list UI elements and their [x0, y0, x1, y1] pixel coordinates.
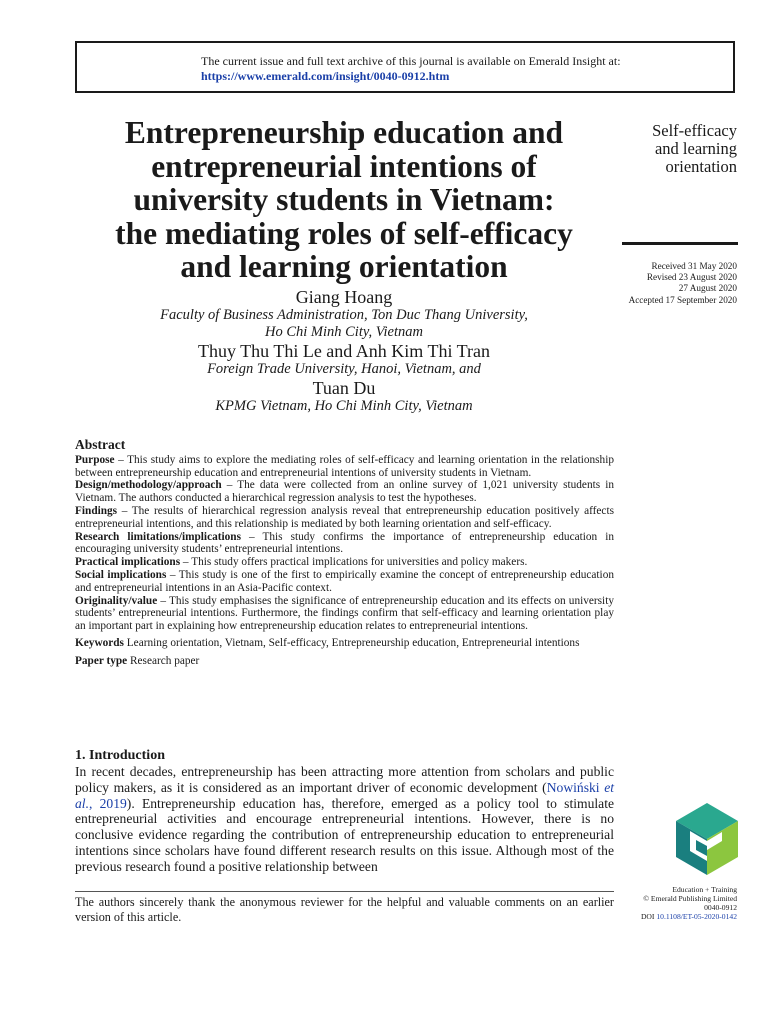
abstract-practical: [75, 556, 614, 569]
section-text: – This study aims to explore the mediating roles of self-efficacy and learning orientation in the relationship between entrepreneurship education and entrepreneurial intentions of university students in Vietnam.: [75, 453, 614, 479]
issn: 0040-0912: [704, 903, 737, 912]
running-title-line: orientation: [665, 157, 737, 176]
journal-name: Education + Training: [672, 885, 737, 894]
running-title: [607, 122, 737, 176]
section-text: – This study offers practical implications for universities and policy makers.: [180, 556, 528, 569]
author-affiliation: Foreign Trade University, Hanoi, Vietnam, and: [207, 361, 481, 377]
title-line: the mediating roles of self-efficacy: [115, 215, 573, 251]
section-text: – The results of hierarchical regression analysis reveal that entrepreneurship education positively affects entrepreneurial intentions, and this relationship is mediated by both learning orientation and self-efficacy.: [75, 504, 614, 530]
section-label: Purpose: [75, 453, 115, 466]
abstract-design: [75, 479, 614, 505]
abstract-social: [75, 569, 614, 595]
section-label: Originality/value: [75, 594, 158, 607]
section-text: – This study is one of the first to empirically examine the concept of entrepreneurship education and entrepreneurial intentions in an Asia-Pacific context.: [75, 568, 614, 594]
section-text: – The data were collected from an online survey of 1,021 university students in Vietnam. The authors conducted a hierarchical regression analysis to test the hypotheses.: [75, 479, 614, 505]
section-label: Practical implications: [75, 556, 181, 569]
section-text: – This study emphasises the significance of entrepreneurship education and its effects on university students’ entrepreneurial intentions. Furthermore, the findings confirm that self-efficacy and learning orientation play an important part in explaining how entrepreneurship education relates to entrepreneurial intentions.: [75, 594, 614, 633]
abstract-heading: Abstract: [75, 437, 126, 452]
running-title-line: Self-efficacy: [652, 121, 737, 140]
abstract: [75, 439, 614, 668]
footnote-divider: [75, 891, 614, 892]
author-block: [75, 287, 613, 415]
side-divider: [622, 242, 738, 245]
intro-paragraph: [75, 764, 614, 875]
section-label: Research limitations/implications: [75, 530, 241, 543]
doi-line: [577, 912, 737, 921]
abstract-originality: [75, 595, 614, 633]
publisher: © Emerald Publishing Limited: [643, 894, 737, 903]
doi-link[interactable]: 10.1108/ET-05-2020-0142: [656, 912, 737, 921]
journal-archive-link[interactable]: https://www.emerald.com/insight/0040-0912.htm: [201, 69, 450, 83]
notice-text: The current issue and full text archive of this journal is available on Emerald Insight at:: [201, 54, 621, 68]
received-date: Received 31 May 2020: [651, 261, 737, 271]
journal-notice-box: [75, 41, 735, 93]
abstract-findings: [75, 505, 614, 531]
paper-type-text: Research paper: [127, 654, 200, 667]
section-label: Findings: [75, 504, 118, 517]
author-name: Tuan Du: [312, 378, 376, 398]
cite-year: , 2019: [88, 795, 127, 811]
paper-type: [75, 655, 614, 668]
running-title-line: and learning: [654, 139, 737, 158]
author-affiliation: Ho Chi Minh City, Vietnam: [264, 324, 423, 340]
author-affiliation: KPMG Vietnam, Ho Chi Minh City, Vietnam: [215, 398, 473, 414]
author-affiliation: Faculty of Business Administration, Ton Duc Thang University,: [160, 307, 528, 323]
keywords-label: Keywords: [75, 636, 124, 649]
cite-author: Nowiński: [546, 779, 605, 795]
intro-text-start: In recent decades, entrepreneurship has been attracting more attention from scholars and public policy makers, as it is considered as an important driver of economic development (: [75, 764, 614, 795]
acknowledgement-footnote: The authors sincerely thank the anonymous reviewer for the helpful and valuable comments on an earlier version of this article.: [75, 895, 614, 924]
article-title: [75, 116, 613, 284]
section-label: Social implications: [75, 568, 167, 581]
notice-text-block: [201, 54, 621, 84]
introduction: [75, 747, 614, 875]
title-line: Entrepreneurship education and: [124, 115, 564, 150]
abstract-limitations: [75, 531, 614, 557]
author-name: Thuy Thu Thi Le and Anh Kim Thi Tran: [197, 341, 490, 361]
abstract-purpose: [75, 454, 614, 480]
intro-heading: 1. Introduction: [75, 748, 165, 763]
section-label: Design/methodology/approach: [75, 479, 222, 492]
cite-etal: et al.: [75, 779, 614, 811]
intro-text-end: ). Entrepreneurship education has, therefore, emerged as a policy tool to stimulate entrepreneurial activities and encourage entrepreneurial intentions. However, there is no conclusive evidence regarding the contribution of entrepreneurship education to entrepreneurial intentions since scholars have found different research results on this issue. Although most of the previous research found a positive relationship between: [75, 795, 615, 874]
keywords-text: Learning orientation, Vietnam, Self-efficacy, Entrepreneurship education, Entrepreneurial intentions: [123, 636, 580, 649]
revised-date-2: 27 August 2020: [678, 283, 737, 294]
author-name: Giang Hoang: [295, 287, 393, 307]
revised-date: Revised 23 August 2020: [646, 272, 737, 283]
keywords: [75, 636, 614, 651]
journal-info: [577, 885, 737, 921]
paper-type-label: Paper type: [75, 654, 128, 667]
title-line: university students in Vietnam:: [133, 182, 555, 217]
doi-label: DOI: [640, 912, 657, 921]
section-text: – This study confirms the importance of entrepreneurship education in encouraging university students’ entrepreneurial intentions.: [75, 530, 614, 556]
title-line: entrepreneurial intentions of: [151, 148, 537, 184]
title-line: and learning orientation: [180, 249, 508, 284]
accepted-date: Accepted 17 September 2020: [628, 294, 737, 305]
emerald-logo-icon: [676, 803, 738, 875]
